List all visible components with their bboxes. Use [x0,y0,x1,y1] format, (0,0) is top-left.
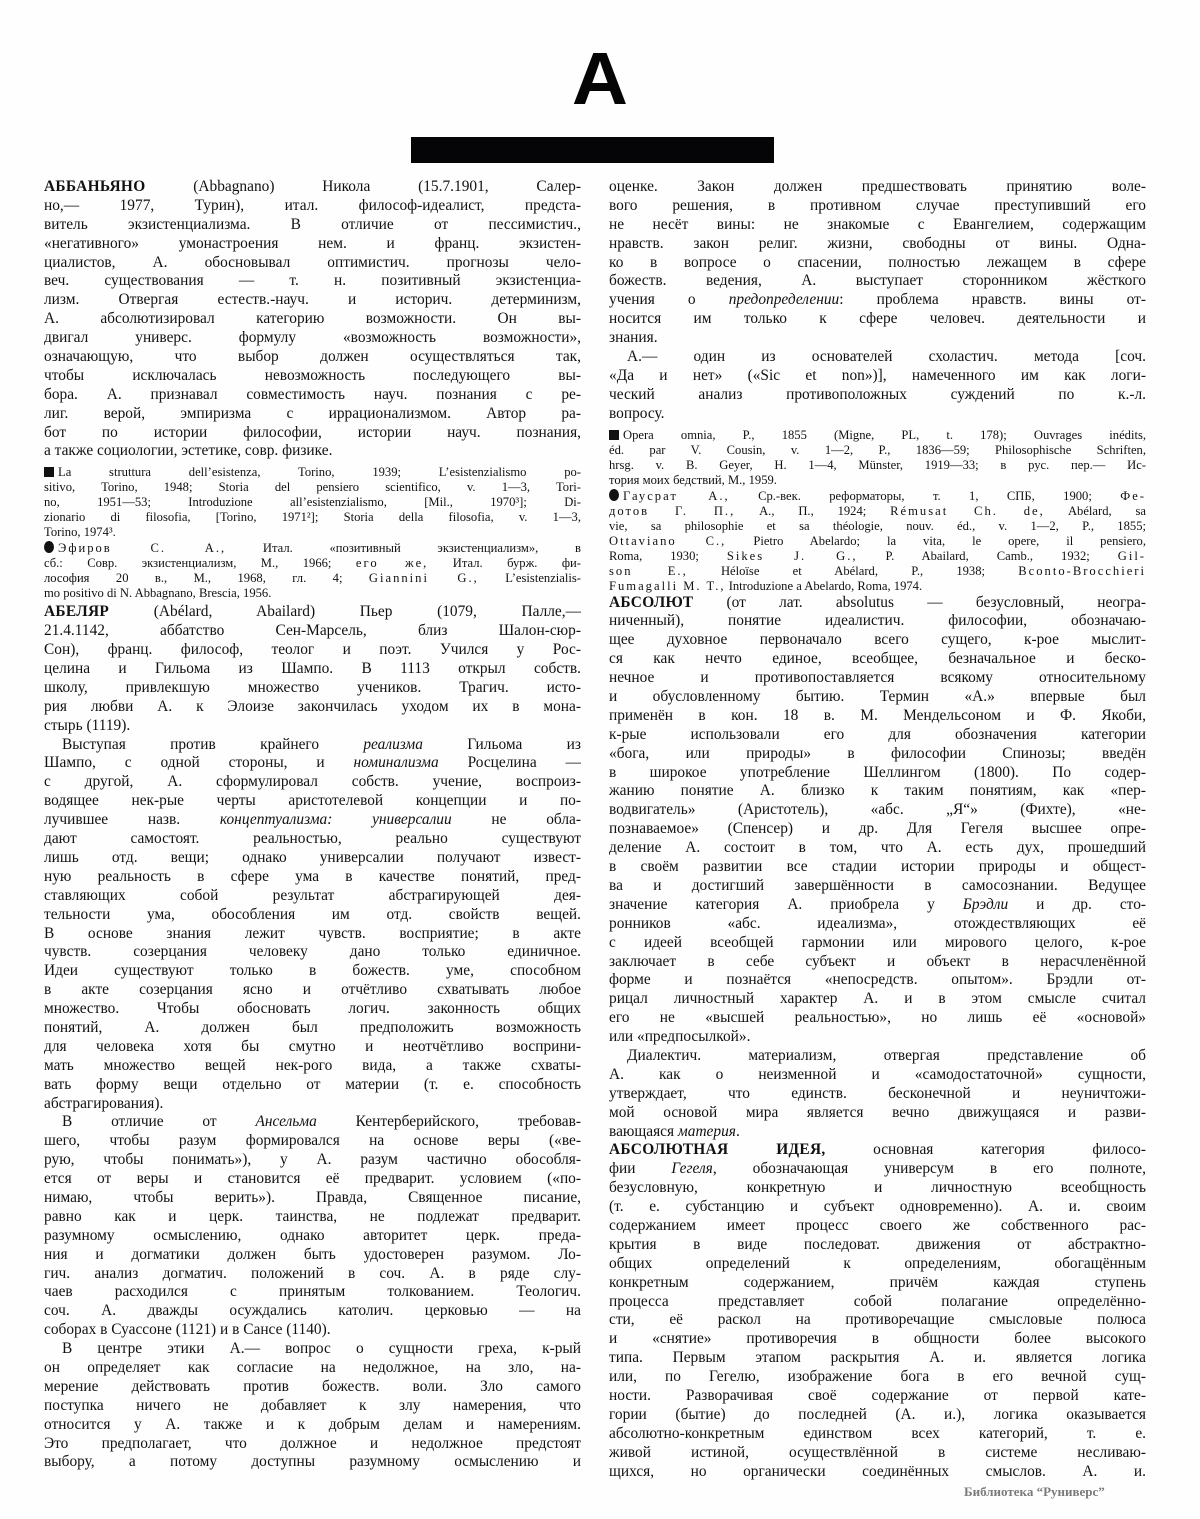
text-line: в широкое употребление Шеллингом (1800). По содер- [609,763,1146,781]
works-list-abelard [609,428,1146,488]
text: и др. сто- [1008,895,1146,913]
term-link: Ансельма [255,1113,317,1131]
bib-text: А., П., 1924; [735,503,891,518]
term-link: номинализма [353,754,439,772]
entry-abbanyano [44,178,581,601]
text-line: шего, чтобы разум формировался на основе веры («ве- [44,1132,581,1150]
text-line: сти, её раскол на противоречащие смысловые полюса [609,1311,1146,1329]
bib-author: дотов Г. П., [609,503,736,518]
text-line: понятий, А. должен был предположить возможность [44,1018,581,1036]
literature-dot-icon [44,541,54,553]
text-line: ниченный), понятие идеалистич. философии, обозначаю- [609,612,1146,630]
text-line: не несёт вины: не знакомые с Евангелием, содержащим [609,215,1146,233]
bib-line: La struttura dell’esistenza, Torino, 1939; L’esistenzialismo po- [58,465,581,480]
bib-line: vie, sa philosophie et sa théologie, nouv. éd., v. 1—2, P., 1855; [609,518,1146,533]
literature-dot-icon [609,489,619,501]
text-line: знания. [609,329,658,347]
text-line: ности. Разворачивая своё содержание от первой кате- [609,1386,1146,1404]
term-link: материя [677,1122,736,1140]
text-line: и обусловленному бытию. Термин «А.» впервые был [609,688,1146,706]
text-line: «негативного» умонастроения нем. и франц. экзистен- [44,234,581,252]
text-line: крытия в виде последоват. движения от абстрактно- [609,1235,1146,1253]
text-line: выбору, а потому доступны разумному осмыслению и [44,1453,581,1471]
text-line: тельности ума, обособления им отд. свойств вещей. [44,905,581,923]
text-line: мать множество вещей нек-рого вида, а также схваты- [44,1056,581,1074]
bib-text: сб.: Совр. экзистенциализм, М., 1966; [44,556,356,571]
text-line: ставляющих собой результат абстрагирующей дея- [44,886,581,904]
text-line: рую, чтобы понимать»), у А. разум частично обособля- [44,1151,581,1169]
text-line: разумному осмыслению, однако авторитет церк. преда- [44,1226,581,1244]
text-line: носится им только к сфере человеч. деятельности и [609,310,1146,328]
text-line: Сон), франц. философ, теолог и поэт. Учился у Рос- [44,641,581,659]
headword-abelard: АБЕЛЯР [44,603,110,621]
entry-absolut [609,594,1146,1142]
literature-list-abbanyano [44,541,581,601]
text-line: нравств. закон религ. жизни, свободны от вины. Одна- [609,234,1146,252]
term-link: Брэдли [962,895,1009,913]
text: Кентерберийского, требовав- [316,1113,581,1131]
text-line: чувств. созерцания человеку дано только единичное. [44,943,581,961]
text-line: в своём развитии все стадии истории природы и общест- [609,858,1146,876]
text-line: щихся, но органически соединённых смыслов. А. и. [609,1462,1146,1480]
bib-author: Гаусрат А., [623,488,730,503]
text-line: циалистов, А. обосновывал оптимистич. прогнозы чело- [44,253,581,271]
bib-text: Pietro Abelardo; la vita, le opere, il pensiero, [726,533,1146,548]
text-line: водящее нек-рые черты аристотелевой концепции и по- [44,792,581,810]
text-line: в акте созерцания ясно и отчётливо схватывать любое [44,981,581,999]
text-line: безусловную, конкретную и личностную всеобщность [609,1179,1146,1197]
text-line: стырь (1119). [44,716,131,734]
bib-text: Ср.-век. реформаторы, т. 1, СПБ, 1900; [729,488,1121,503]
text-line: витель экзистенциализма. В отличие от пессимистич., [44,215,581,233]
text-line: для человека хотя бы смутно и неотчётливо восприни- [44,1037,581,1055]
term-link: реализма [363,735,423,753]
text-line: Диалектич. материализм, отвергая представление об [627,1046,1146,1064]
bib-author: Ottaviano C., [609,533,727,548]
text-line: чаев расходился с принятым толкованием. Теологич. [44,1283,581,1301]
headword-absolut: АБСОЛЮТ [609,593,694,611]
text-line: рия любви А. к Элоизе закончилась уходом их в мона- [44,697,581,715]
text-line: (Abbagnano) Никола (15.7.1901, Салер- [145,178,581,195]
text-line: нечное и противопоставляется всякому относительному [609,669,1146,687]
bib-author: Giannini G., [368,571,479,586]
bib-author: Sikes J. G., [726,548,858,563]
right-column [609,178,1146,1481]
text-line: конкретным содержанием, причём каждая ступень [609,1273,1146,1291]
text-line: лиг. верой, эмпиризма с иррационализмом. Автор ра- [44,404,581,422]
text-line: гории (бытие) до последней (А. и.), логика оказывается [609,1405,1146,1423]
text-line: его не «высшей реальностью», но лишь её «основой» [609,1009,1146,1027]
bib-text: Итал. «позитивный экзистенциализм», в [226,541,581,556]
text-line: заключает в себе субъект и объект в нерасчленённой [609,952,1146,970]
entry-abelard [44,603,581,1472]
text-line: деление А. состоит в том, что А. есть дух, прошедший [609,839,1146,857]
text-line: равно как и церк. таинства, не подлежат предварит. [44,1207,581,1225]
text-line: веч. существования — т. н. позитивный экзистенциа- [44,272,581,290]
text-line: В основе знания лежит чувств. восприятие; в акте [44,924,581,942]
text-line: типа. Первым этапом раскрытия А. и. является логика [609,1349,1146,1367]
bib-text: Итал. бурж. фи- [428,556,581,571]
bib-text: Introduzione a Abelardo, Roma, 1974. [725,578,923,593]
text-line: дают самостоят. реальностью, реально существуют [44,830,581,848]
text-line: лизм. Отвергая естеств.-науч. и историч. детерминизм, [44,291,581,309]
text-line: общих определений к определениям, обогащённым [609,1254,1146,1272]
section-letter: А [571,37,629,120]
term-link: предопределении [728,291,840,309]
text: не обла- [451,811,581,829]
text-line: В центре этики А.— вопрос о сущности греха, к-рый [62,1340,581,1358]
bib-author: Фе- [1120,488,1146,503]
text-line: А. как о неизменной и «самодостаточной» сущности, [609,1065,1146,1083]
text-line: Это предполагает, что должное и недолжное предстоят [44,1434,581,1452]
bib-text: Héloïse et Abélard, P., 1938; [687,563,1019,578]
text: (от лат. absolutus — безусловный, неогра- [693,593,1146,611]
text-line: целина и Гильома из Шампо. В 1113 открыл собств. [44,660,581,678]
text-line: он определяет как согласие на недолжное, на зло, на- [44,1358,581,1376]
text: вающаяся [609,1122,678,1140]
bib-author: Bconto-Brocchieri [1018,563,1146,578]
text: учения о [609,291,729,309]
bib-text: Abélard, sa [1044,503,1146,518]
bib-line: éd. par V. Cousin, v. 1—2, P., 1836—59; Philosophische Schriften, [609,442,1146,457]
literature-list-abelard [609,489,1146,594]
entry-absolute-idea [609,1141,1146,1481]
bib-text: L’esistenzialis- [478,571,581,586]
bib-author: Эфиров С. А., [58,541,227,556]
text-line: ко в вопросе о спасении, полностью лежащем в сфере [609,253,1146,271]
term-link: концептуализма: универсалии [219,811,452,829]
text-line: форме и познаётся «непосредств. опытом». Брэдли от- [609,971,1146,989]
text-line: ся как нечто единое, всеобщее, безначальное и беско- [609,650,1146,668]
text-line: жанию понятие А. близко к таким понятиям, как «пер- [609,782,1146,800]
text-line: применён в кон. 18 в. М. Мендельсоном и Ф. Якоби, [609,706,1146,724]
text-line: ную реальность в сфере ума в качестве понятий, пред- [44,867,581,885]
text-line: или «предпосылкой». [609,1028,751,1046]
text-line: чтобы исключалась невозможность последующего вы- [44,366,581,384]
bib-author: Rémusat Ch. de, [890,503,1045,518]
works-list-abbanyano [44,465,581,540]
text-line: двигал универс. формулу «возможность возможности», [44,329,581,347]
text-line: «Да и нет» («Sic et non»)], намеченного им как логи- [609,366,1146,384]
text-line: Идеи существуют только в божеств. уме, способном [44,962,581,980]
text: , обозначающая универсум в его полноте, [712,1160,1146,1178]
text-line: рицал личностный характер А. и в этом смысле считал [609,990,1146,1008]
text-line: вопросу. [609,404,665,422]
text-line: божеств. ведения, А. выступает сторонником жёсткого [609,272,1146,290]
text-line: а также социологии, эстетике, совр. физике. [44,442,333,460]
text-line: множество. Чтобы обосновать логич. законность общих [44,1000,581,1018]
text-line: соборах в Суассоне (1121) и в Сансе (1140). [44,1321,331,1339]
text-line: или, по Гегелю, изображение бога в его вечной сущ- [609,1368,1146,1386]
text-line: ется от веры и становится её предварит. условием («по- [44,1170,581,1188]
text-line: с идеей всеобщей гармонии или мирового целого, к-рое [609,933,1146,951]
text: Выступая против крайнего [62,735,364,753]
text-line: ронников «абс. идеализма», отождествляющих её [609,914,1146,932]
text-line: (Abélard, Abailard) Пьер (1079, Палле,— [109,603,581,621]
text-line: мой основой мира является вечно движущаяся и разви- [609,1103,1146,1121]
bib-text: P. Abailard, Camb., 1932; [857,548,1118,563]
bib-line: Torino, 1974³. [44,525,116,540]
term-link: Гегеля [671,1160,713,1178]
text: значение категория А. приобрела у [609,895,963,913]
text: . [735,1122,740,1140]
text: Росцелина — [438,754,581,772]
bib-line: Opera omnia, P., 1855 (Migne, PL, t. 178); Ouvrages inédits, [623,427,1146,442]
text-line: щее духовное первоначало всего сущего, к-рое мыслит- [609,631,1146,649]
text-line: но,— 1977, Турин), итал. философ-идеалист, предста- [44,196,581,214]
left-column [44,178,581,1472]
text: Шампо, с одной стороны, и [44,754,354,772]
text-line: относится у А. также и к добрым делам и намерениям. [44,1415,581,1433]
text-line: А. абсолютизировал категорию возможности. Он вы- [44,310,581,328]
text-line: А.— один из основателей схоластич. метода [соч. [627,348,1146,366]
bib-line: hrsg. v. B. Geyer, H. 1—4, Münster, 1919—33; в рус. пер.— Ис- [609,457,1146,472]
section-divider-bar [411,137,774,163]
bib-line: zionario di filosofia, [Torino, 1971²]; Storia della filosofia, v. 1—3, [44,510,581,525]
text-line: мерение действовать против божеств. воли. Зло самого [44,1377,581,1395]
text-line: вать форму вещи отдельно от материи (т. е. способность [44,1075,581,1093]
text-line: абсолютно-конкретным единством всех категорий, т. е. [609,1424,1146,1442]
text-line: и «снятие» противоречия в общности более высокого [609,1330,1146,1348]
text-line: содержанием имеет процесс своего же собственного рас- [609,1216,1146,1234]
text-line: поступка ничего не добавляет к злу намерения, что [44,1396,581,1414]
text-line: оценке. Закон должен предшествовать принятию воле- [609,178,1146,195]
works-square-icon [609,430,619,440]
text: : проблема нравств. вины от- [839,291,1146,309]
headword-abbanyano: АББАНЬЯНО [44,178,146,195]
text-line: вого решения, в противном случае преступивший его [609,196,1146,214]
text-line: процесса представляет собой полагание определённо- [609,1292,1146,1310]
text: Гильома из [422,735,581,753]
text: основная категория филосо- [825,1141,1146,1159]
text-line: 21.4.1142, аббатство Сен-Марсель, близ Шалон-сюр- [44,622,581,640]
bib-author: его же, [355,556,429,571]
bib-text: Roma, 1930; [609,548,727,563]
text-line: гич. анализ догматич. положений в соч. А. в ряде слу- [44,1264,581,1282]
bib-author: son E., [609,563,688,578]
bib-author: Gil- [1117,548,1146,563]
text-line: абстрагирования). [44,1094,164,1112]
bib-text: лософия 20 в., М., 1968, гл. 4; [44,571,369,586]
headword-absolute-idea: АБСОЛЮТНАЯ ИДЕЯ, [609,1141,826,1159]
text: лучившее назв. [44,811,220,829]
text-line: с другой, А. сформулировал собств. учение, воспроиз- [44,773,581,791]
text-line: ческий анализ противоположных суждений по к.-л. [609,385,1146,403]
text-line: (т. е. субстанцию и субъект одновременно). А. и. своим [609,1198,1146,1216]
bib-line: mo positivo di N. Abbagnano, Brescia, 1956. [44,586,272,601]
bib-author: Fumagalli M. T., [609,578,726,593]
text-line: нимаю, чтобы верить»). Правда, Священное писание, [44,1188,581,1206]
text-line: утверждает, что единств. бесконечной и неуничтожи- [609,1084,1146,1102]
text-line: «бога, или природы» в философии Спинозы; введён [609,744,1146,762]
text-line: ва и достигший завершённости в самосознании. Ведущее [609,876,1146,894]
bib-line: тория моих бедствий, М., 1959. [609,472,777,487]
text-line: бора. А. признавал совместимость науч. познания с ре- [44,385,581,403]
text-line: означающую, что выбор должен осуществляться так, [44,348,581,366]
text-line: к-рые использовали его для обозначения категории [609,725,1146,743]
text-line: познаваемое» (Спенсер) и др. Для Гегеля высшее опре- [609,820,1146,838]
text-line: школу, привлекшую множество учеников. Трагич. исто- [44,678,581,696]
text-line: ния и догматики должен быть удостоверен разумом. Ло- [44,1245,581,1263]
text: В отличие от [62,1113,256,1131]
text-line: водвигатель» (Аристотель), «абс. „Я“» (Фихте), «не- [609,801,1146,819]
bib-line: no, 1951—53; Introduzione all’esistenzialismo, [Mil., 1970³]; Di- [44,495,581,510]
works-square-icon [44,467,54,477]
text-line: бот по истории философии, истории науч. познания, [44,423,581,441]
text-line: лишь отд. вещи; однако универсалии получают извест- [44,848,581,866]
entry-abelard-continued [609,178,1146,594]
bib-line: sitivo, Torino, 1948; Storia del pensiero scientifico, v. 1—3, Tori- [44,480,581,495]
text-line: соч. А. дважды осуждались католич. церковью — на [44,1302,581,1320]
library-watermark: Библиотека “Руниверс” [964,1484,1105,1499]
text: фии [609,1160,672,1178]
text-line: живой истиной, осуществлённой в системе несливаю- [609,1443,1146,1461]
